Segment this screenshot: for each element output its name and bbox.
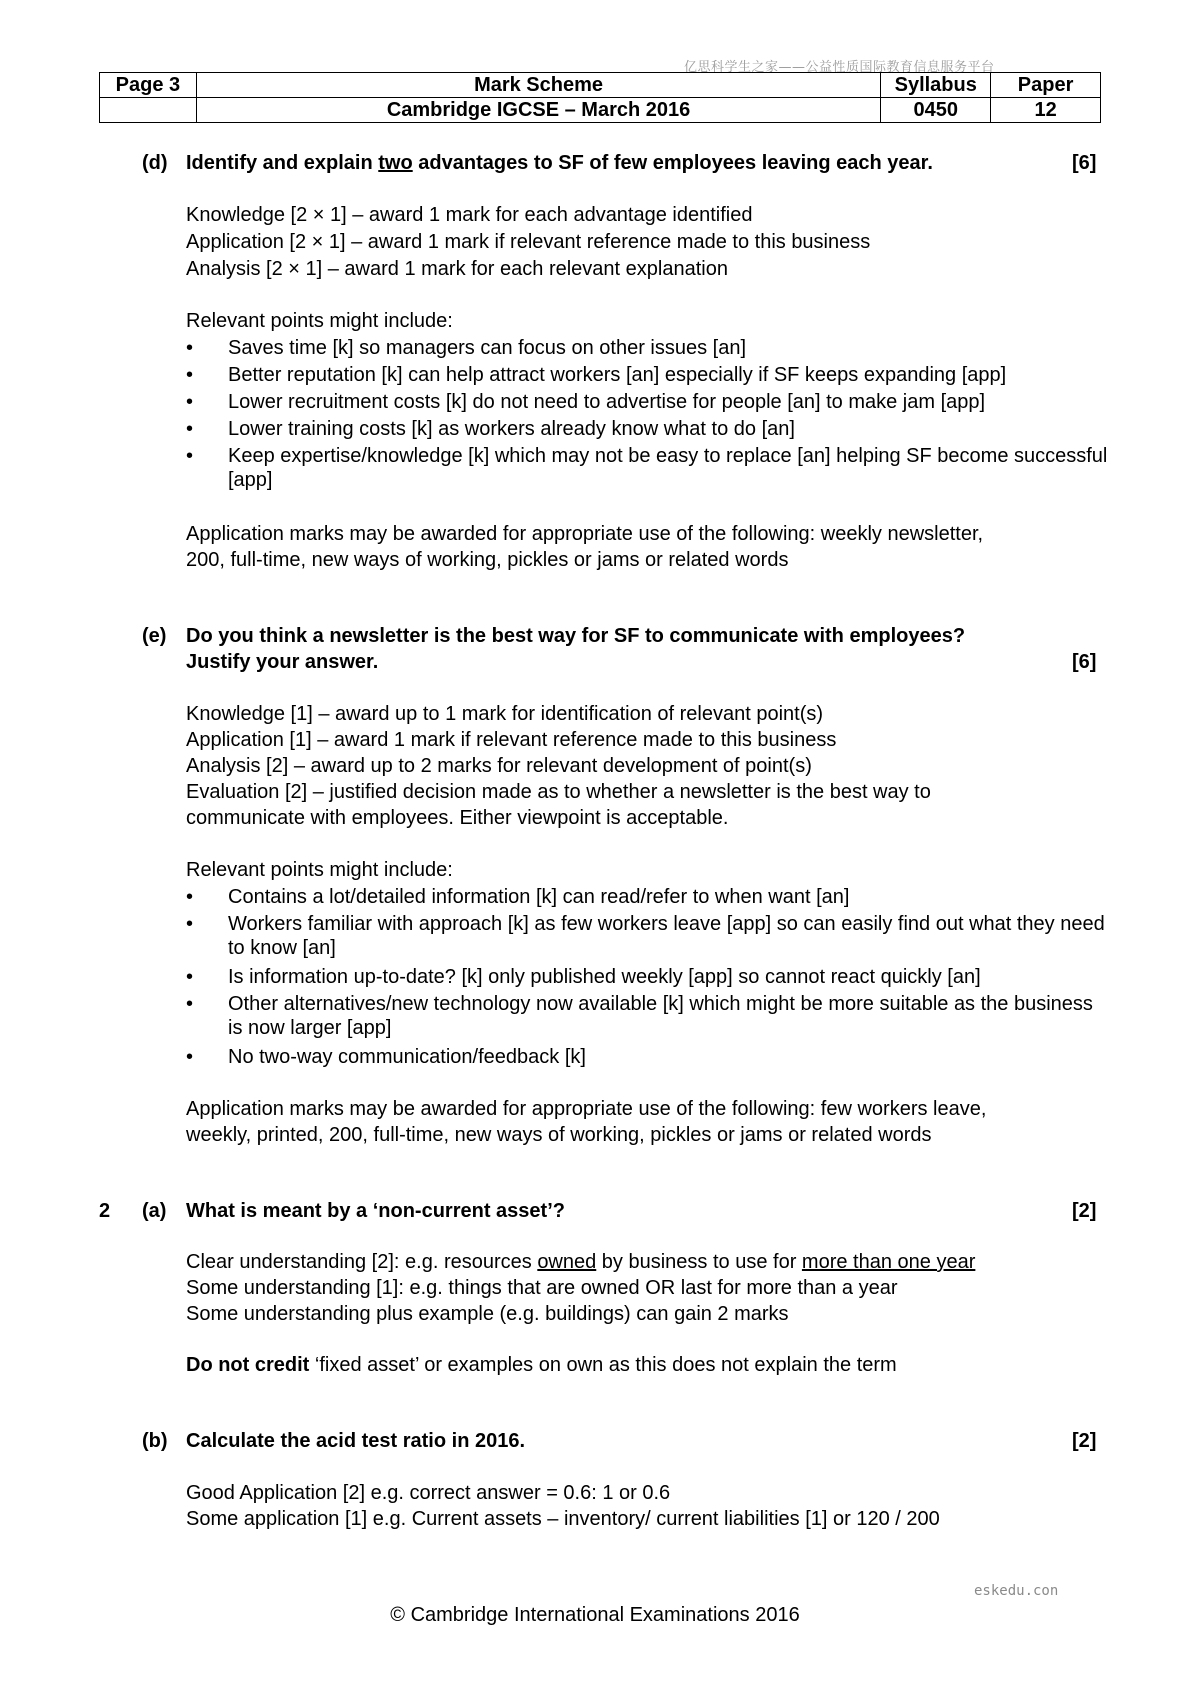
empty-cell xyxy=(100,98,197,123)
question-2-number: 2 xyxy=(99,1200,111,1222)
question-2b-marks: [2] xyxy=(1072,1430,1097,1452)
doc-title: Mark Scheme xyxy=(196,73,881,98)
question-d-text: Identify and explain two advantages to SF of few employees leaving each year. xyxy=(186,152,933,174)
question-2a-marks: [2] xyxy=(1072,1200,1097,1222)
list-item: Workers familiar with approach [k] as few workers leave [app] so can easily find out what they need to know [an] xyxy=(228,913,1105,959)
bullet: • xyxy=(186,913,194,935)
some-understanding: Some understanding plus example (e.g. buildings) can gain 2 marks xyxy=(186,1303,789,1325)
application-note: weekly, printed, 200, full-time, new ways of working, pickles or jams or related words xyxy=(186,1124,932,1146)
application-note: 200, full-time, new ways of working, pickles or jams or related words xyxy=(186,549,789,571)
paper-label: Paper xyxy=(991,73,1101,98)
criteria-line: Knowledge [2 × 1] – award 1 mark for each advantage identified xyxy=(186,204,753,226)
points-intro: Relevant points might include: xyxy=(186,859,453,881)
application-note: Application marks may be awarded for appropriate use of the following: few workers leave, xyxy=(186,1098,987,1120)
list-item: No two-way communication/feedback [k] xyxy=(228,1046,586,1068)
page-number: Page 3 xyxy=(100,73,197,98)
criteria-line: Analysis [2 × 1] – award 1 mark for each relevant explanation xyxy=(186,258,728,280)
question-2b-label: (b) xyxy=(142,1430,168,1452)
list-item: Lower recruitment costs [k] do not need to advertise for people [an] to make jam [app] xyxy=(228,391,986,413)
question-d-label: (d) xyxy=(142,152,168,174)
header-table xyxy=(99,72,1101,123)
criteria-line: Application [2 × 1] – award 1 mark if relevant reference made to this business xyxy=(186,231,871,253)
application-note: Application marks may be awarded for appropriate use of the following: weekly newsletter, xyxy=(186,523,984,545)
some-application: Some application [1] e.g. Current assets – inventory/ current liabilities [1] or 120 / 200 xyxy=(186,1508,940,1530)
copyright-footer: © Cambridge International Examinations 2016 xyxy=(390,1604,800,1626)
question-e-text: Do you think a newsletter is the best way for SF to communicate with employees? xyxy=(186,625,966,647)
criteria-line: Application [1] – award 1 mark if relevant reference made to this business xyxy=(186,729,837,751)
question-2b-text: Calculate the acid test ratio in 2016. xyxy=(186,1430,526,1452)
clear-understanding: Clear understanding [2]: e.g. resources owned by business to use for more than one year xyxy=(186,1251,976,1273)
question-e-marks: [6] xyxy=(1072,651,1097,673)
bullet: • xyxy=(186,337,194,359)
watermark-bottom: eskedu.con xyxy=(974,1583,1059,1599)
criteria-line: Evaluation [2] – justified decision made as to whether a newsletter is the best way to xyxy=(186,781,931,803)
question-d-marks: [6] xyxy=(1072,152,1097,174)
criteria-line: Knowledge [1] – award up to 1 mark for identification of relevant point(s) xyxy=(186,703,824,725)
list-item: Lower training costs [k] as workers already know what to do [an] xyxy=(228,418,795,440)
question-e-text: Justify your answer. xyxy=(186,651,379,673)
question-e-label: (e) xyxy=(142,625,167,647)
bullet: • xyxy=(186,886,194,908)
criteria-line: Analysis [2] – award up to 2 marks for relevant development of point(s) xyxy=(186,755,812,777)
do-not-credit: Do not credit ‘fixed asset’ or examples on own as this does not explain the term xyxy=(186,1354,897,1376)
bullet: • xyxy=(186,1046,194,1068)
question-2a-text: What is meant by a ‘non-current asset’? xyxy=(186,1200,565,1222)
doc-subtitle: Cambridge IGCSE – March 2016 xyxy=(196,98,881,123)
question-2a-label: (a) xyxy=(142,1200,167,1222)
bullet: • xyxy=(186,966,194,988)
good-application: Good Application [2] e.g. correct answer = 0.6: 1 or 0.6 xyxy=(186,1482,671,1504)
bullet: • xyxy=(186,993,194,1015)
list-item: Better reputation [k] can help attract workers [an] especially if SF keeps expanding [app] xyxy=(228,364,1007,386)
bullet: • xyxy=(186,418,194,440)
list-item: Is information up-to-date? [k] only published weekly [app] so cannot react quickly [an] xyxy=(228,966,981,988)
criteria-line: communicate with employees. Either viewpoint is acceptable. xyxy=(186,807,729,829)
bullet: • xyxy=(186,445,194,467)
bullet: • xyxy=(186,391,194,413)
watermark-top: 亿思科学生之家——公益性质国际教育信息服务平台 xyxy=(684,60,995,75)
list-item: Keep expertise/knowledge [k] which may not be easy to replace [an] helping SF become successful [app] xyxy=(228,445,1108,491)
syllabus-code: 0450 xyxy=(881,98,991,123)
list-item: Other alternatives/new technology now available [k] which might be more suitable as the business is now larger [app] xyxy=(228,993,1093,1039)
list-item: Contains a lot/detailed information [k] can read/refer to when want [an] xyxy=(228,886,850,908)
paper-number: 12 xyxy=(991,98,1101,123)
syllabus-label: Syllabus xyxy=(881,73,991,98)
points-intro: Relevant points might include: xyxy=(186,310,453,332)
some-understanding: Some understanding [1]: e.g. things that are owned OR last for more than a year xyxy=(186,1277,898,1299)
bullet: • xyxy=(186,364,194,386)
list-item: Saves time [k] so managers can focus on other issues [an] xyxy=(228,337,747,359)
